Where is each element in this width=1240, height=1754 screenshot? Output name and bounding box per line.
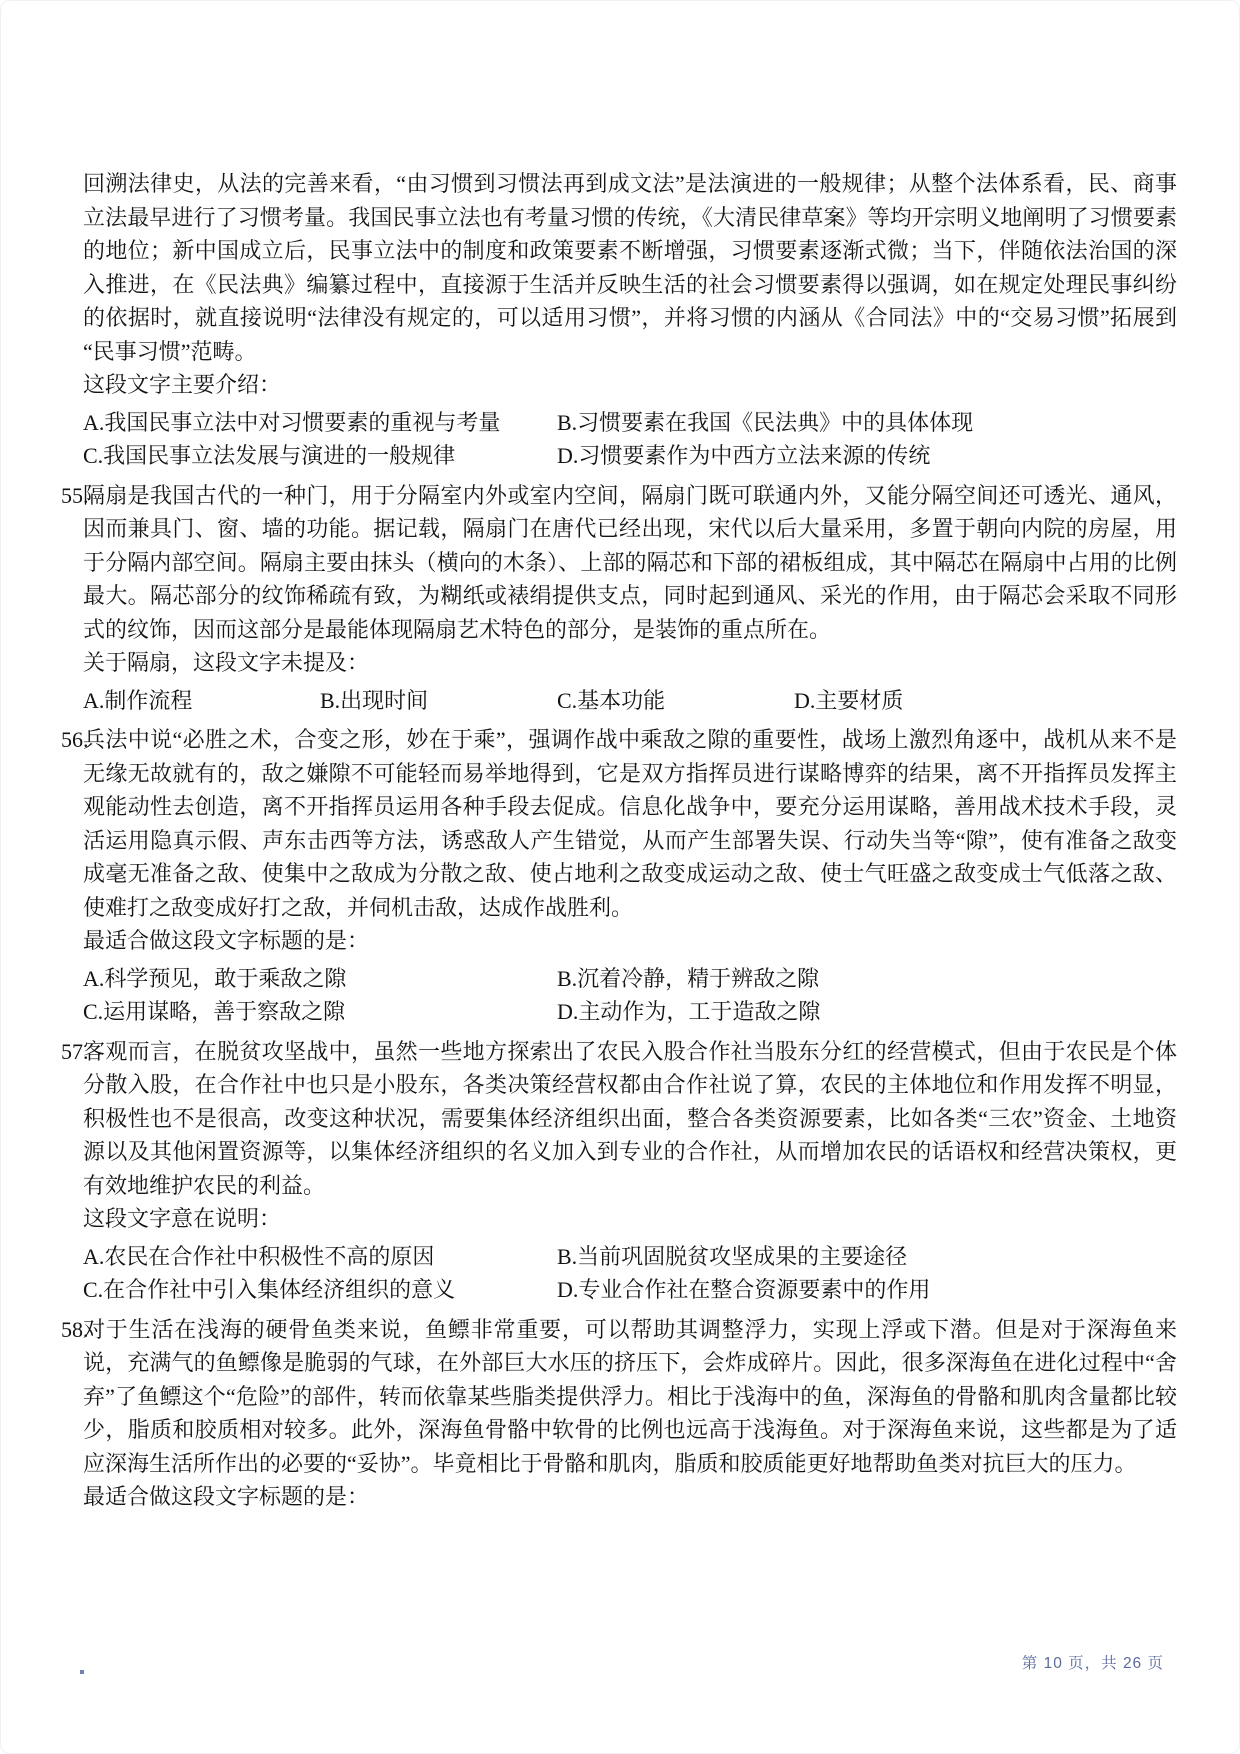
question-list [61, 167, 1177, 1514]
option-d: D.专业合作社在整合资源要素中的作用 [557, 1277, 931, 1302]
option-group [83, 962, 1177, 1029]
option-c: C.基本功能 [557, 687, 666, 713]
option-b: B.沉着冷静，精于辨敌之隙 [557, 965, 820, 991]
question-number: 55. [61, 482, 89, 508]
question-body: 回溯法律史，从法的完善来看，“由习惯到习惯法再到成文法”是法演进的一般规律；从整个法体系看，民、商事立法最早进行了习惯考量。我国民事立法也有考量习惯的传统，《大清民律草案》等均开宗明义地阐明了习惯要素的地位；新中国成立后，民事立法中的制度和政策要素不断增强，习惯要素逐渐式微；当下，伴随依法治国的深入推进，在《民法典》编纂过程中，直接源于生活并反映生活的社会习惯要素得以强调，如在规定处理民事纠纷的依据时，就直接说明“法律没有规定的，可以适用习惯”，并将习惯的内涵从《合同法》中的“交易习惯”拓展到“民事习惯”范畴。 [83, 171, 1177, 364]
option-b: B.习惯要素在我国《民法典》中的具体体现 [557, 409, 974, 435]
option-d: D.主动作为，工于造敌之隙 [557, 999, 821, 1024]
option-d: D.主要材质 [794, 687, 904, 713]
question-number: 56. [61, 727, 89, 752]
option-c: C.在合作社中引入集体经济组织的意义 [83, 1277, 456, 1302]
option-d: D.习惯要素作为中西方立法来源的传统 [557, 443, 931, 468]
question-prompt: 关于隔扇，这段文字未提及： [83, 650, 370, 675]
question-body: 客观而言，在脱贫攻坚战中，虽然一些地方探索出了农民入股合作社当股东分红的经营模式，但由于农民是个体分散入股，在合作社中也只是小股东，各类决策经营权都由合作社说了算，农民的主体地位和作用发挥不明显，积极性也不是很高，改变这种状况，需要集体经济组织出面，整合各类资源要素，比如各类“三农”资金、土地资源以及其他闲置资源等，以集体经济组织的名义加入到专业的合作社，从而增加农民的话语权和经营决策权，更有效地维护农民的利益。 [83, 1038, 1177, 1198]
question-58 [61, 1313, 1177, 1514]
question-prompt: 最适合做这段文字标题的是： [83, 928, 370, 953]
question-57 [61, 1035, 1177, 1307]
question-body: 隔扇是我国古代的一种门，用于分隔室内外或室内空间，隔扇门既可联通内外，又能分隔空间还可透光、通风，因而兼具门、窗、墙的功能。据记载，隔扇门在唐代已经出现，宋代以后大量采用，多置于朝向内院的房屋，用于分隔内部空间。隔扇主要由抹头（横向的木条）、上部的隔芯和下部的裙板组成，其中隔芯在隔扇中占用的比例最大。隔芯部分的纹饰稀疏有致，为糊纸或裱绢提供支点，同时起到通风、采光的作用，由于隔芯会采取不同形式的纹饰，因而这部分是最能体现隔扇艺术特色的部分，是装饰的重点所在。 [83, 482, 1177, 642]
question-55 [61, 479, 1177, 718]
question-number: 57. [61, 1038, 89, 1064]
option-b: B.当前巩固脱贫攻坚成果的主要途径 [557, 1243, 908, 1269]
question-prompt: 最适合做这段文字标题的是： [83, 1484, 370, 1509]
question-prompt: 这段文字意在说明： [83, 1206, 282, 1231]
footer-bullet-mark [80, 1670, 84, 1674]
option-a: A.制作流程 [83, 687, 193, 713]
question-54-continuation [61, 167, 1177, 473]
option-c: C.运用谋略，善于察敌之隙 [83, 999, 346, 1024]
question-body: 对于生活在浅海的硬骨鱼类来说，鱼鳔非常重要，可以帮助其调整浮力，实现上浮或下潜。但是对于深海鱼来说，充满气的鱼鳔像是脆弱的气球，在外部巨大水压的挤压下，会炸成碎片。因此，很多深海鱼在进化过程中“舍弃”了鱼鳔这个“危险”的部件，转而依靠某些脂类提供浮力。相比于浅海中的鱼，深海鱼的骨骼和肌肉含量都比较少，脂质和胶质相对较多。此外，深海鱼骨骼中软骨的比例也远高于浅海鱼。对于深海鱼来说，这些都是为了适应深海生活所作出的必要的“妥协”。毕竟相比于骨骼和肌肉，脂质和胶质能更好地帮助鱼类对抗巨大的压力。 [83, 1316, 1177, 1476]
option-a: A.科学预见，敢于乘敌之隙 [83, 965, 347, 991]
option-a: A.农民在合作社中积极性不高的原因 [83, 1243, 435, 1269]
question-prompt: 这段文字主要介绍： [83, 372, 282, 397]
option-c: C.我国民事立法发展与演进的一般规律 [83, 443, 456, 468]
option-b: B.出现时间 [320, 687, 429, 713]
option-group [83, 1240, 1177, 1307]
question-56 [61, 723, 1177, 1029]
question-number: 58. [61, 1316, 89, 1342]
question-body: 兵法中说“必胜之术，合变之形，妙在于乘”，强调作战中乘敌之隙的重要性，战场上激烈角逐中，战机从来不是无缘无故就有的，敌之嫌隙不可能轻而易举地得到，它是双方指挥员进行谋略博弈的结果，离不开指挥员发挥主观能动性去创造，离不开指挥员运用各种手段去促成。信息化战争中，要充分运用谋略，善用战术技术手段，灵活运用隐真示假、声东击西等方法，诱惑敌人产生错觉，从而产生部署失误、行动失当等“隙”，使有准备之敌变成毫无准备之敌、使集中之敌成为分散之敌、使占地利之敌变成运动之敌、使士气旺盛之敌变成士气低落之敌、使难打之敌变成好打之敌，并伺机击敌，达成作战胜利。 [83, 727, 1177, 920]
option-group [83, 684, 1177, 718]
option-a: A.我国民事立法中对习惯要素的重视与考量 [83, 409, 501, 435]
option-group [83, 406, 1177, 473]
page-footer: 第 10 页，共 26 页 [1021, 1655, 1164, 1672]
